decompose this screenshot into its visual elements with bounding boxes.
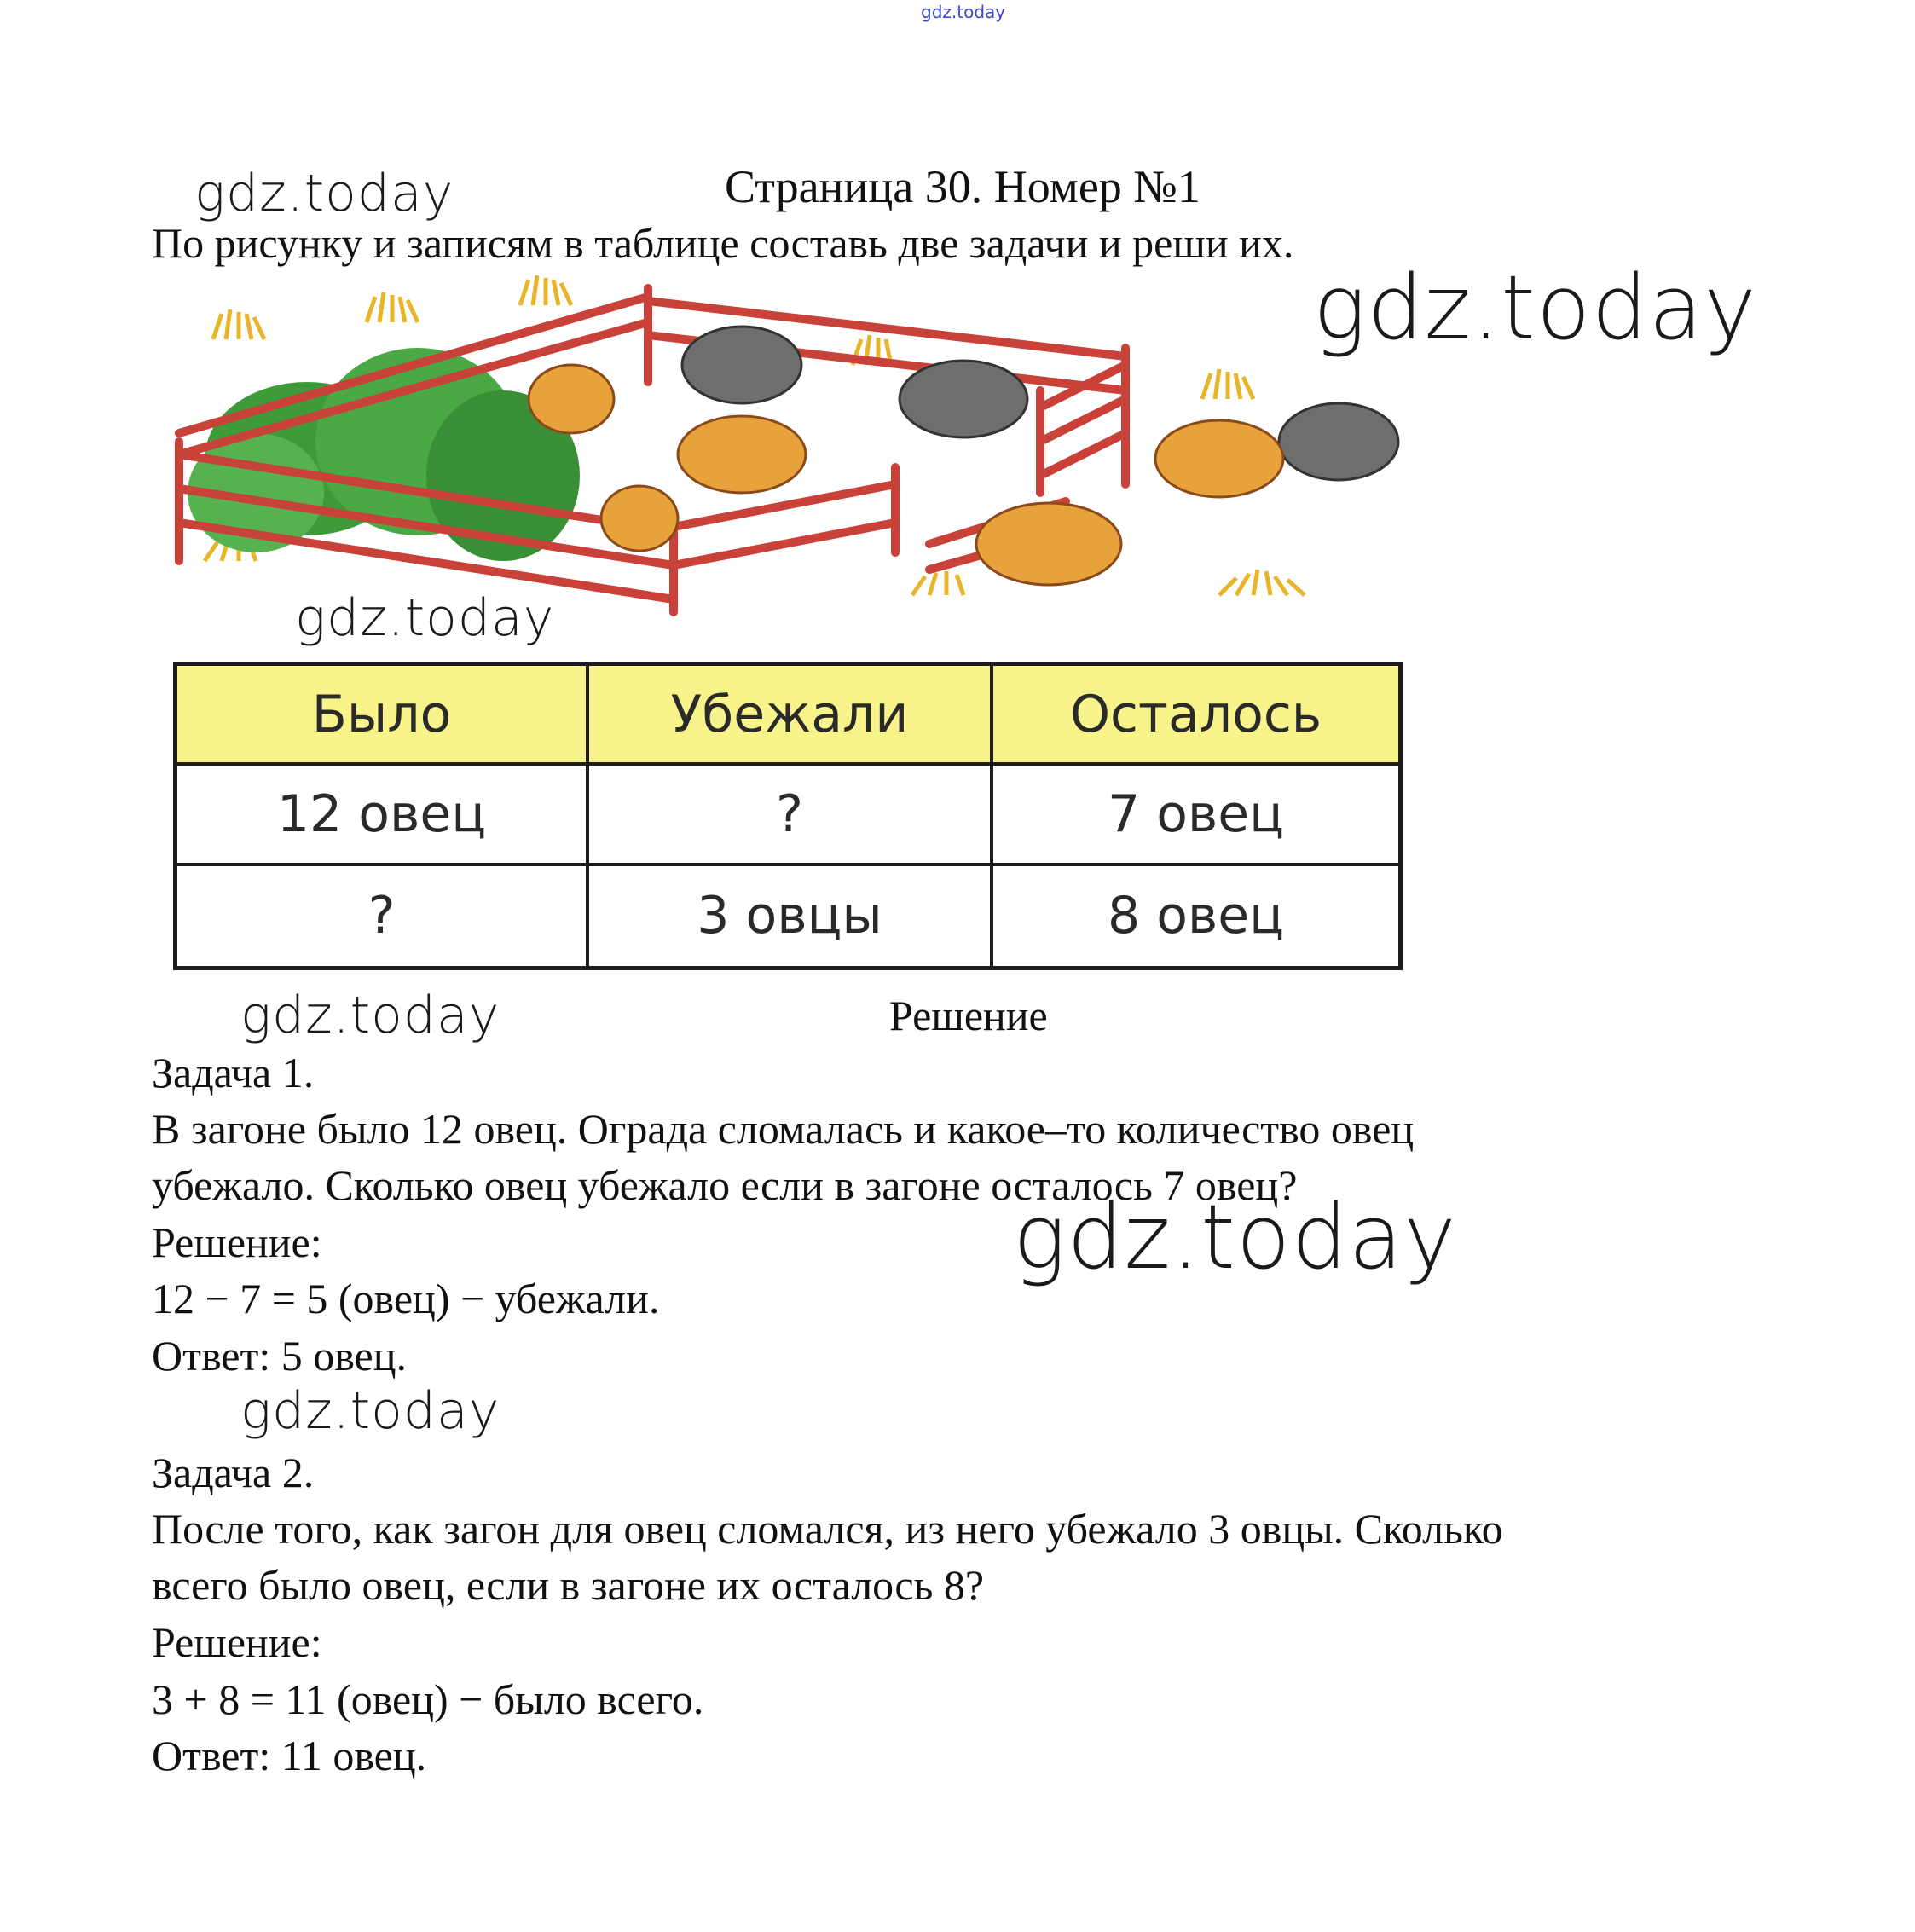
table-header-cell: Убежали xyxy=(589,666,993,766)
task1-answer: Ответ: 5 овец. xyxy=(152,1332,407,1380)
watermark: gdz.today xyxy=(240,1381,500,1441)
task1-title: Задача 1. xyxy=(152,1049,315,1096)
task1-line1: В загоне было 12 овец. Ограда сломалась и какое–то количество овец xyxy=(152,1105,1415,1153)
table-cell: 3 овцы xyxy=(589,866,993,966)
task2-line2: всего было овец, если в загоне их осталось 8? xyxy=(152,1561,985,1609)
table-cell: 8 овец xyxy=(1107,886,1285,946)
page-title: Страница 30. Номер №1 xyxy=(725,161,1200,212)
watermark-top: gdz.today xyxy=(921,2,1006,22)
task2-answer: Ответ: 11 овец. xyxy=(152,1732,427,1779)
task2-equation: 3 + 8 = 11 (овец) − было всего. xyxy=(152,1675,704,1723)
watermark: gdz.today xyxy=(1013,1185,1457,1289)
data-table xyxy=(173,662,1403,970)
task1-solution-label: Решение: xyxy=(152,1218,322,1266)
table-cell: 7 овец xyxy=(993,766,1398,865)
watermark: gdz.today xyxy=(295,588,555,648)
task2-title: Задача 2. xyxy=(152,1449,315,1496)
task1-equation: 12 − 7 = 5 (овец) − убежали. xyxy=(152,1275,660,1322)
solution-heading: Решение xyxy=(889,992,1048,1039)
table-cell: ? xyxy=(177,866,589,966)
watermark: gdz.today xyxy=(1313,256,1757,360)
task1-line2: убежало. Сколько овец убежало если в загоне осталось 7 овец? xyxy=(152,1161,1298,1209)
table-cell: ? xyxy=(589,766,993,865)
task2-solution-label: Решение: xyxy=(152,1618,322,1666)
instruction-text: По рисунку и записям в таблице составь две задачи и реши их. xyxy=(152,219,1294,267)
task2-line1: После того, как загон для овец сломался, из него убежало 3 овцы. Сколько xyxy=(152,1505,1503,1553)
watermark: gdz.today xyxy=(194,164,454,223)
sheep-pen-illustration xyxy=(162,271,1458,629)
watermark: gdz.today xyxy=(240,986,500,1045)
table-header-cell: Осталось xyxy=(993,666,1398,766)
table-header-cell: Было xyxy=(177,666,589,766)
table-cell: 12 овец xyxy=(177,766,589,865)
